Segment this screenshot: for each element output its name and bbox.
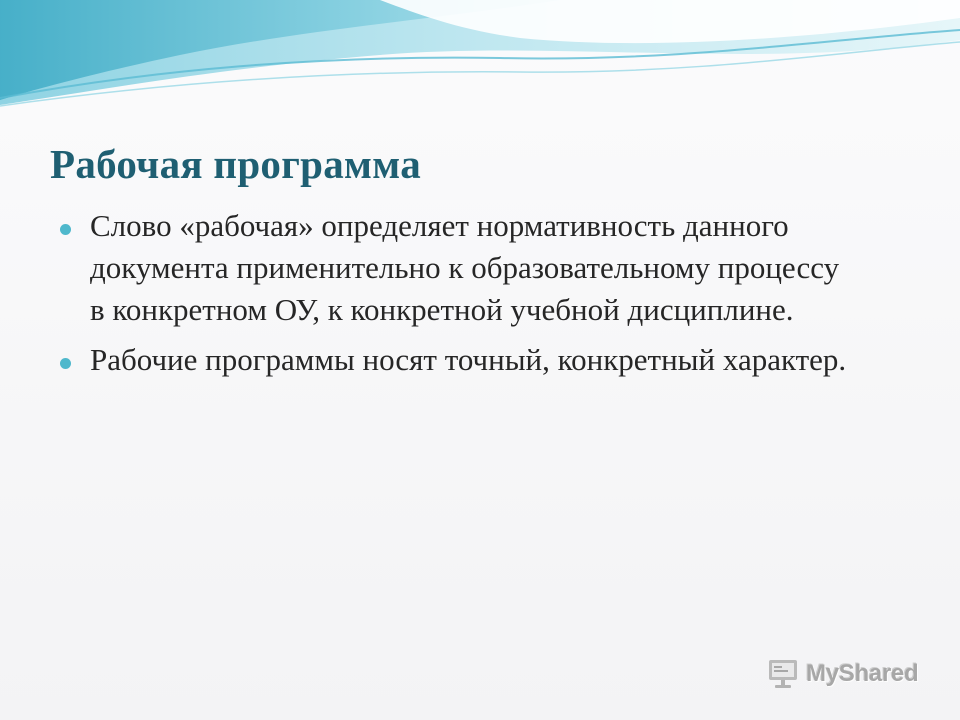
slide-title: Рабочая программа	[50, 141, 422, 187]
bullet-item	[60, 339, 860, 381]
bullet-text: Слово «рабочая» определяет нормативность данного документа применительно к образовательному процессу в конкретном ОУ, к конкретной учебной дисциплине.	[90, 208, 840, 327]
watermark	[766, 656, 918, 692]
bullet-item	[60, 205, 860, 331]
presentation-screen-icon	[766, 657, 800, 691]
bullet-dot-icon	[60, 224, 71, 235]
bullet-text: Рабочие программы носят точный, конкретный характер.	[90, 342, 847, 377]
bullet-dot-icon	[60, 358, 71, 369]
wave-header-decoration	[0, 0, 960, 130]
watermark-text: MyShared	[806, 660, 919, 687]
bullet-list	[60, 205, 860, 389]
